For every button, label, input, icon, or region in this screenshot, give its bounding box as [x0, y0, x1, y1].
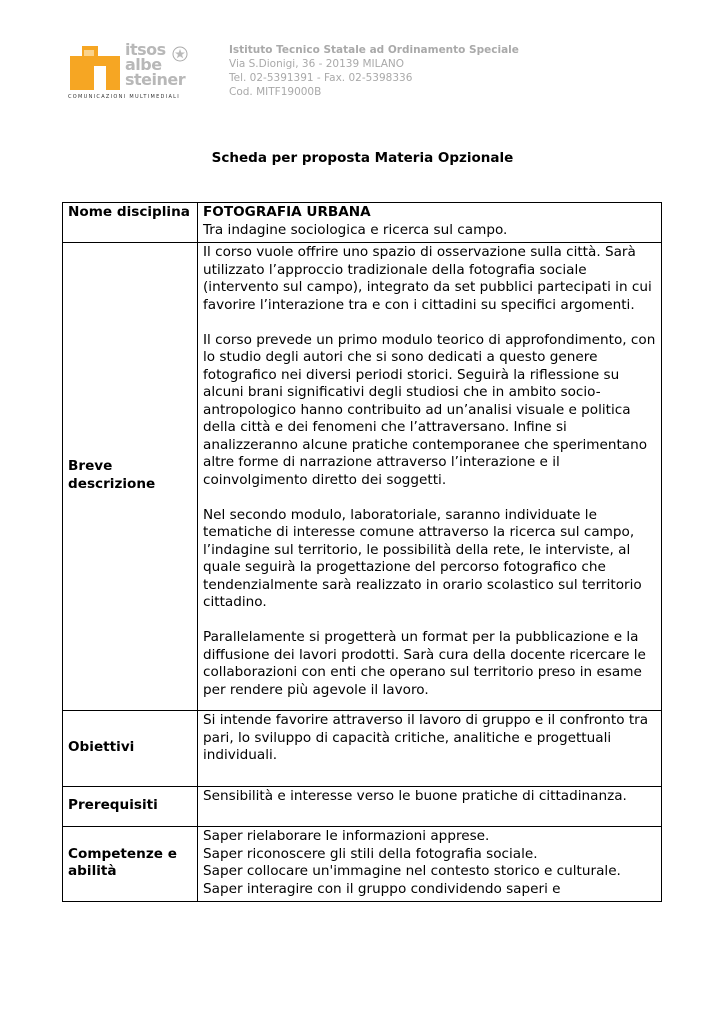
prerequisites-text: Sensibilità e interesse verso le buone pratiche di cittadinanza. — [203, 787, 627, 804]
proposal-table — [62, 202, 662, 902]
description-paragraph: Il corso prevede un primo modulo teorico di approfondimento, con lo studio degli autori che si sono dedicati a questo genere fotografico nei diversi periodi storici. Seguirà la riflessione su alcuni brani significativi degli studiosi che in ambito socio-antropologico hanno contribuito ad un’analisi visuale e politica della città e dei fenomeni che l’attraversano. Infine si analizzeranno alcune pratiche contemporanee che sperimentano altre forme di narrazione attraverso l’interazione e il coinvolgimento diretto dei soggetti. — [203, 331, 656, 488]
school-name: Istituto Tecnico Statale ad Ordinamento Speciale — [229, 44, 519, 56]
row-value — [198, 827, 662, 902]
page-title: Scheda per proposta Materia Opzionale — [211, 150, 514, 166]
row-label: Nome disciplina — [63, 203, 198, 243]
row-prerequisiti — [63, 786, 662, 827]
row-obiettivi — [63, 711, 662, 787]
republic-seal-icon — [172, 46, 188, 62]
skill-line: Saper riconoscere gli stili della fotografia sociale. — [203, 845, 538, 862]
logo-word: albe — [125, 55, 162, 74]
skill-line: Saper collocare un'immagine nel contesto storico e culturale. — [203, 863, 621, 879]
row-value — [198, 203, 662, 243]
course-title: FOTOGRAFIA URBANA — [203, 204, 371, 220]
objectives-text: Si intende favorire attraverso il lavoro di gruppo e il confronto tra pari, lo sviluppo di capacità critiche, analitiche e progettuali individuali. — [203, 712, 649, 763]
row-value — [198, 786, 662, 827]
row-breve-descrizione — [63, 243, 662, 711]
school-address: Via S.Dionigi, 36 - 20139 MILANO — [229, 58, 405, 70]
row-label: Obiettivi — [63, 711, 198, 787]
description-paragraph: Nel secondo modulo, laboratoriale, saranno individuate le tematiche di interesse comune attraverso la ricerca sul campo, l’indagine sul territorio, le possibilità della rete, le interviste, al quale seguirà la progettazione del percorso fotografico che tendenzialmente sarà realizzato in orario scolastico sul territorio cittadino. — [203, 506, 642, 610]
row-label: Competenze e abilità — [63, 827, 198, 902]
description-paragraph: Parallelamente si progetterà un format per la pubblicazione e la diffusione dei lavori prodotti. Sarà cura della docente ricercare le collaborazioni con enti che operano sul territorio preso in esame per rendere più agevole il lavoro. — [203, 629, 646, 698]
school-code: Cod. MITF19000B — [229, 86, 322, 98]
course-subtitle: Tra indagine sociologica e ricerca sul campo. — [203, 221, 508, 238]
school-info — [229, 43, 519, 99]
row-label: Prerequisiti — [63, 786, 198, 827]
logo-word: itsos — [125, 40, 166, 59]
logo-mark-icon — [68, 44, 122, 90]
skill-line: Saper rielaborare le informazioni apprese. — [203, 828, 490, 844]
row-nome-disciplina — [63, 203, 662, 243]
row-value — [198, 711, 662, 787]
description-paragraph: Il corso vuole offrire uno spazio di osservazione sulla città. Sarà utilizzato l’approccio tradizionale della fotografia sociale (intervento sul campo), integrato da set pubblici partecipati in cui favorire l’interazione tra e con i cittadini su specifici argomenti. — [203, 244, 652, 313]
row-label: Breve descrizione — [63, 243, 198, 711]
logo-tagline: COMUNICAZIONI MULTIMEDIALI — [68, 94, 181, 100]
school-logo — [68, 42, 193, 102]
row-value — [198, 243, 662, 711]
logo-word: steiner — [125, 70, 186, 89]
school-phone: Tel. 02-5391391 - Fax. 02-5398336 — [229, 72, 413, 84]
row-competenze — [63, 827, 662, 902]
skill-line: Saper interagire con il gruppo condividendo saperi e — [203, 880, 561, 897]
